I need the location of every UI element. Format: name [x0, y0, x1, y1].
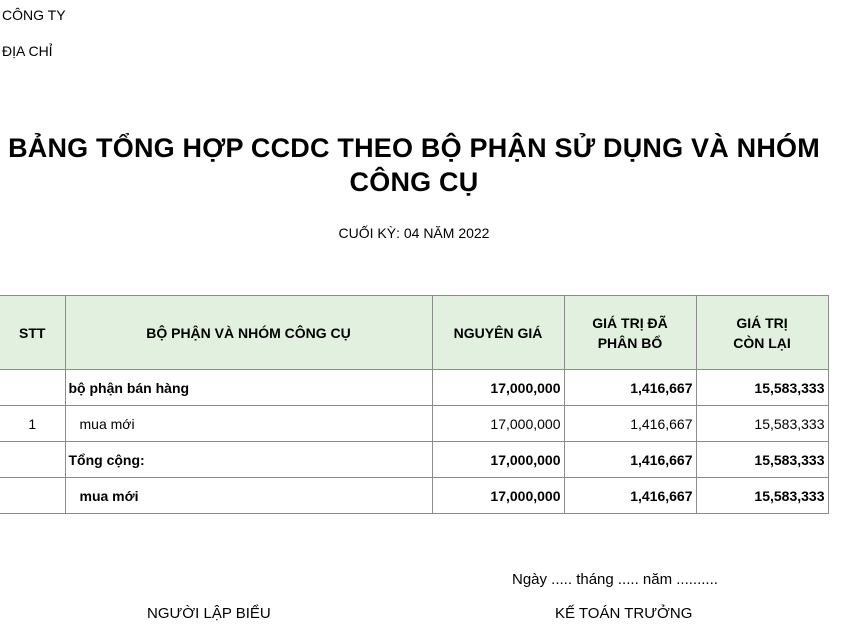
table-row-total — [0, 442, 828, 478]
chief-accountant-signature-label: KẾ TOÁN TRƯỞNG — [555, 605, 693, 622]
header-allocated — [564, 296, 696, 370]
header-original-cost: NGUYÊN GIÁ — [432, 296, 564, 370]
cell-stt: 1 — [0, 406, 65, 442]
cell-remaining: 15,583,333 — [696, 478, 828, 514]
cell-remaining: 15,583,333 — [696, 442, 828, 478]
cell-remaining: 15,583,333 — [696, 406, 828, 442]
cell-allocated: 1,416,667 — [564, 478, 696, 514]
cell-original-cost: 17,000,000 — [432, 406, 564, 442]
ccdc-summary-table — [0, 295, 829, 514]
cell-group-name: mua mới — [65, 478, 432, 514]
header-allocated-line2: PHÂN BỔ — [597, 334, 663, 351]
table-row — [0, 478, 828, 514]
company-address: ĐỊA CHỈ — [2, 43, 53, 59]
header-stt: STT — [0, 296, 65, 370]
header-remaining-line1: GIÁ TRỊ — [736, 314, 788, 331]
header-remaining-line2: CÒN LẠI — [733, 334, 791, 351]
cell-original-cost: 17,000,000 — [432, 478, 564, 514]
cell-allocated: 1,416,667 — [564, 442, 696, 478]
cell-allocated: 1,416,667 — [564, 370, 696, 406]
table-row — [0, 406, 828, 442]
cell-group-name: mua mới — [65, 406, 432, 442]
cell-stt — [0, 478, 65, 514]
cell-original-cost: 17,000,000 — [432, 442, 564, 478]
header-remaining — [696, 296, 828, 370]
header-allocated-line1: GIÁ TRỊ ĐÃ — [592, 314, 668, 331]
preparer-signature-label: NGƯỜI LẬP BIỂU — [147, 605, 271, 622]
cell-stt — [0, 442, 65, 478]
report-title: BẢNG TỔNG HỢP CCDC THEO BỘ PHẬN SỬ DỤNG VÀ NHÓM CÔNG CỤ — [8, 133, 820, 197]
cell-group-name: Tổng cộng: — [65, 442, 432, 478]
report-period: CUỐI KỲ: 04 NĂM 2022 — [338, 225, 490, 241]
cell-original-cost: 17,000,000 — [432, 370, 564, 406]
company-name: CÔNG TY — [2, 7, 66, 23]
header-group: BỘ PHẬN VÀ NHÓM CÔNG CỤ — [65, 296, 432, 370]
signature-date-line: Ngày ..... tháng ..... năm .......... — [512, 571, 718, 588]
table-row — [0, 370, 828, 406]
cell-remaining: 15,583,333 — [696, 370, 828, 406]
table-header-row — [0, 296, 828, 370]
cell-stt — [0, 370, 65, 406]
cell-allocated: 1,416,667 — [564, 406, 696, 442]
cell-group-name: bộ phận bán hàng — [65, 370, 432, 406]
